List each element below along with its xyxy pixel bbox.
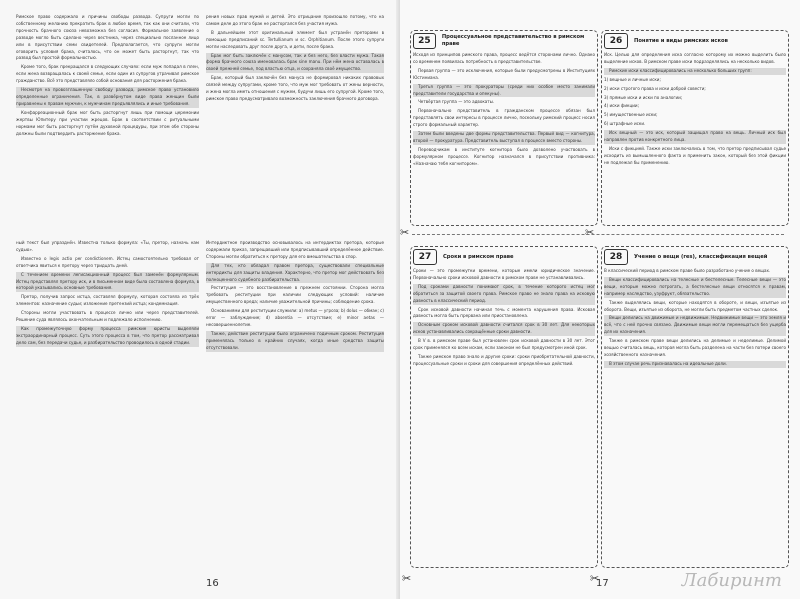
paragraph: Переводчикам в институте когнитора было дозволено участвовать в формулярном процессе. Когнитор назначался в присутствии противника: «Назначаю тебя когнитором». bbox=[413, 146, 595, 166]
paragraph: Третья группа — это прокураторы (среди них особое место занимали представители государства и опекуны). bbox=[413, 83, 595, 96]
paragraph: Под сроками давности понимают срок, в течение которого истец мог обратиться за защитой своего права. Римское право не знало права на исковую давность в классический период. bbox=[413, 283, 595, 303]
card-title: Учение о вещи (res), классификация вещей bbox=[634, 253, 768, 260]
card-body bbox=[604, 52, 786, 167]
paragraph: Вещи делились на движимые и недвижимые. Недвижимые вещи — это земля и всё, что с ней прочно связано. Движимые вещи могли перемещаться без ущерба для их назначения. bbox=[604, 315, 786, 335]
scissors-icon: ✂ bbox=[590, 572, 600, 585]
paragraph: Вещи классифицировались на телесные и бестелесные. Телесные вещи — это вещи, которые можно потрогать, а бестелесные вещи относятся к правам, например наследство, узуфрукт, обязательство. bbox=[604, 276, 786, 296]
paragraph: Основаниями для реституции служили: a) metus — угроза; b) dolus — обман; c) error — заблуждение; d) absentia — отсутствие; e) minor aetas — несовершеннолетие. bbox=[206, 308, 384, 327]
list-item: 4) иски фикции; bbox=[604, 103, 639, 109]
scissors-icon: ✂ bbox=[400, 226, 410, 239]
paragraph: Иск. Целью для определения иска согласно которому их можно выделить было выделение исков. В римском праве иски подразделялись на несколько видов. bbox=[604, 52, 786, 64]
card-number: 28 bbox=[604, 249, 628, 265]
paragraph: В V в. в римском праве был установлен срок исковой давности в 30 лет. Этот срок применялся ко всем искам, если законом не был предусмотрен иной срок. bbox=[413, 338, 595, 351]
card-title: Понятие и виды римских исков bbox=[634, 37, 728, 44]
card-body bbox=[413, 268, 595, 368]
paragraph: В классический период в римском праве было разработано учение о вещах. bbox=[604, 268, 771, 273]
card-25 bbox=[410, 30, 598, 226]
paragraph: Римское право содержало и причины свободы развода. Супруги могли по собственному желанию прекратить брак в любое время, так как они считали, что прочность брачного союза невозможна без согласия. Формальное заявление о разводе могло быть сделано через вестника, через специально посланное лицо или в присутствии семи свидетелей. Предполагается, что супруги могли оговорить условия брака, считалось, что он может быть расторгнут, так что развод был простой формальностью. bbox=[16, 14, 199, 61]
paragraph: Также римское право знало и другие сроки: сроки приобретательной давности, процессуальные сроки и сроки для совершения определённых действий. bbox=[413, 353, 595, 366]
cut-line bbox=[412, 234, 784, 235]
card-header bbox=[413, 33, 595, 49]
card-number: 26 bbox=[604, 33, 628, 49]
paragraph: Интердиктное производство основывалось на интердиктах претора, которые содержали приказ, запрещавший или предписывавший определённое действие. Стороны могли обратиться к претору для его вмешательства в спор. bbox=[206, 240, 384, 259]
paragraph: Исходя из принципов римского права, процесс ведётся сторонами лично. Однако со временем появилась потребность в представительстве. bbox=[413, 52, 595, 64]
card-27 bbox=[410, 246, 598, 568]
paragraph: Первоначально представитель в гражданском процессе обязан был представлять свои интересы в процессе лично, поскольку римский процесс носил строго формальный характер. bbox=[413, 108, 595, 128]
left-bottom-column-1 bbox=[16, 240, 199, 349]
card-body bbox=[604, 268, 786, 368]
paragraph: Срок исковой давности начинал течь с момента нарушения права. Исковая давность могла быть прервана или приостановлена. bbox=[413, 306, 595, 319]
paragraph: Претор, получив запрос истца, составлял формулу, которая состояла из трёх элементов: назначение судьи; изложение претензий истца; кондемнация. bbox=[16, 294, 199, 307]
list-item: 1) вещные и личные иски; bbox=[604, 76, 661, 82]
page-number-left: 16 bbox=[206, 578, 219, 589]
paragraph: В дальнейшем этот оригинальный элемент был устранён преторами в помощью предписаний sc. Tertullianum и sc. Orphitianum. После этого супруги могли наследовать друг после друга, и дети, после брака. bbox=[206, 29, 384, 49]
list-item: 3) прямые иски и иски по аналогии; bbox=[604, 94, 683, 100]
paragraph: Первая группа — это исключения, которые были предусмотрены в Институциях Юстиниана. bbox=[413, 67, 595, 80]
paragraph: Также в римском праве вещи делились на делимые и неделимые. Делимой вещью считалась вещь, которая могла быть разделена на части без потери своего хозяйственного назначения. bbox=[604, 338, 786, 357]
right-page bbox=[400, 0, 800, 599]
card-28 bbox=[601, 246, 789, 568]
paragraph: Конфарреационный брак мог быть расторгнут лишь при помощи церемонии жертвы Юпитеру при участии жрецов. Брак в соответствии с ритуальными нормами мог быть расторгнут путём духовной процедуры, при этом обе стороны должны были подтвердить расторжение брака. bbox=[16, 109, 199, 136]
card-header bbox=[604, 33, 786, 49]
list-item: 6) штрафные иски. bbox=[604, 121, 646, 127]
paragraph: Кроме того, брак прекращался в следующих случаях: если муж попадал в плен, если жена возвращалась к своей семье, если один из супругов утрачивал римское гражданство. Всё это представляло собой основания для расторжения брака. bbox=[16, 64, 199, 84]
list-item: 5) имущественные иски; bbox=[604, 112, 658, 118]
paragraph: Брак мог быть заключён с манусом, так и без него, без власти мужа. Такая форма брачного союза именовалась брак sine manu. При нём жена оставалась в своей прежней семье, под властью отца, и сохраняла своё имущество. bbox=[206, 52, 384, 72]
card-number: 25 bbox=[413, 33, 436, 49]
paragraph: Римские иски классифицировались на несколько больших групп: bbox=[604, 68, 786, 75]
card-number: 27 bbox=[413, 249, 437, 265]
left-top-column-2 bbox=[206, 14, 384, 105]
scissors-icon: ✂ bbox=[402, 572, 412, 585]
paragraph: Иск вещный — это иск, который защищал право на вещь. Личный иск был направлен против конкретного лица. bbox=[604, 130, 786, 143]
paragraph: Как промежуточную форму процесса римские юристы выделяли экстраординарный процесс. Суть этого процесса в том, что претор рассматривал дело сам, без передачи судье, и разбирательство проводилось в одной стадии. bbox=[16, 325, 199, 345]
paragraph: Стороны могли участвовать в процессе лично или через представителей. Решение суда являлось окончательным и подлежало исполнению. bbox=[16, 310, 199, 323]
paragraph: Известно о legis actio per condictionem. Истец самостоятельно требовал от ответчика явиться к претору через тридцать дней. bbox=[16, 255, 199, 268]
paragraph: Иски с фикцией. Также иски заключались в том, что претор предписывал судье исходить из вымышленного факта и применить закон, который без этой фикции не подлежал бы применению. bbox=[604, 145, 786, 165]
card-header bbox=[413, 249, 595, 265]
list-item: 2) иски строгого права и иски доброй совести; bbox=[604, 85, 706, 91]
paragraph: Затем были введены две формы представительства. Первый вид — когнитура, второй — прокуратура. Представитель выступал в процессе вместо стороны. bbox=[413, 131, 595, 143]
paragraph: Реституция — это восстановление в прежнем состоянии. Сторона могла требовать реституции при наличии следующих условий: наличие имущественного вреда; наличие уважительной причины; соблюдение срока. bbox=[206, 285, 384, 305]
left-bottom-column-2 bbox=[206, 240, 384, 354]
watermark: Лабиринт bbox=[681, 570, 782, 591]
card-header bbox=[604, 249, 786, 265]
left-top-column-1 bbox=[16, 14, 199, 139]
paragraph: Брак, который был заключён без мануса не формировал никаких правовых связей между супругами, кроме того, что муж мог требовать от жены верности, и жена могла иметь отношения с мужем, будучи лишь его супругой. Кроме того, римское право предусматривало возможность заключения брачного договора. bbox=[206, 75, 384, 101]
paragraph: С течением времени легисакционный процесс был заменён формулярным. Истец представлял претору иск, и в письменном виде была составлена формула, в которой указывались основные требования. bbox=[16, 271, 199, 291]
paragraph: ный текст был упразднён. Известна только формула: «Ты, претор, назначь нам судью». bbox=[16, 240, 199, 252]
page-number-right: 17 bbox=[596, 578, 609, 589]
card-title: Процессуальное представительство в римском праве bbox=[441, 34, 585, 47]
paragraph: Также, действие реституции было ограничено годичным сроком. Реституция применялась только в крайних случаях, когда иные средства защиты отсутствовали. bbox=[206, 330, 384, 350]
scissors-icon: ✂ bbox=[585, 226, 595, 239]
paragraph: рения новых прав мужей и детей. Это отрицание произошло потому, что на самом деле до этого брак не расторгался без участия мужа. bbox=[206, 14, 384, 26]
card-title: Сроки в римском праве bbox=[443, 253, 514, 260]
paragraph: В этом случае речь признавалась на идеальные доли. bbox=[604, 361, 786, 368]
paragraph: Четвёртая группа — это адвокаты. bbox=[418, 99, 495, 105]
paragraph: Для тех, кто обладал правом претора, существовали специальные интердикты для защиты владения. Характерно, что претор мог действовать без полноценного судебного разбирательства. bbox=[206, 262, 384, 282]
paragraph: Несмотря на провозглашенную свободу развода, римское право установило определенные ограничения. Так, в развёрнутом виде права женщин были приравнены к правам мужчин, к мужчинам предъявлялись и иные требования. bbox=[16, 87, 199, 106]
card-26 bbox=[601, 30, 789, 226]
paragraph: Также выделялись вещи, которые находятся в обороте, и вещи, изъятые из оборота. Вещи, изъятые из оборота, не могли быть предметом частных сделок. bbox=[604, 299, 786, 312]
card-body bbox=[413, 52, 595, 168]
paragraph: Сроки — это промежутки времени, которые имели юридическое значение. Первоначально сроки исковой давности в римском праве не устанавливались. bbox=[413, 268, 595, 280]
paragraph: Основным сроком исковой давности считался срок в 30 лет. Для некоторых исков устанавливались сокращённые сроки давности. bbox=[413, 322, 595, 335]
